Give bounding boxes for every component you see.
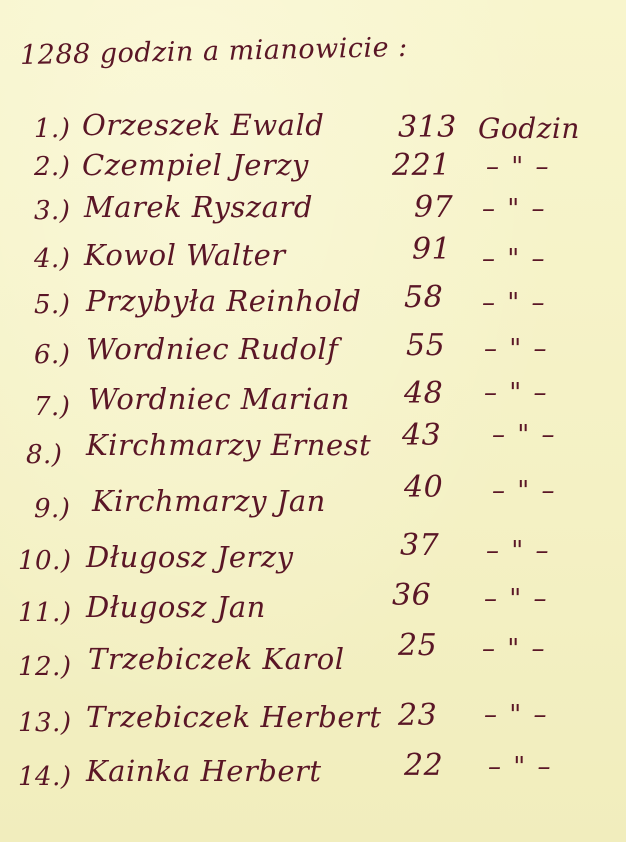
entry-hours: 97 <box>414 190 454 225</box>
entry-name: Długosz Jerzy <box>86 540 294 574</box>
entry-number: 7.) <box>34 392 71 422</box>
entry-number: 12.) <box>18 652 72 682</box>
entry-number: 1.) <box>34 114 71 144</box>
entry-hours: 55 <box>406 328 446 363</box>
entry-hours: 36 <box>392 578 432 613</box>
entry-number: 2.) <box>34 152 71 182</box>
entry-hours: 313 <box>398 110 457 145</box>
entry-hours: 48 <box>404 376 444 411</box>
entry-number: 11.) <box>18 598 72 628</box>
ditto-mark: – " – <box>484 378 549 408</box>
entry-hours: 221 <box>392 148 451 183</box>
ditto-mark: – " – <box>484 334 549 364</box>
hours-unit-label: Godzin <box>478 112 580 145</box>
entry-number: 9.) <box>34 494 71 524</box>
ditto-mark: – " – <box>482 634 547 664</box>
entry-name: Wordniec Marian <box>88 382 350 416</box>
ditto-mark: – " – <box>482 194 547 224</box>
ditto-mark: – " – <box>482 288 547 318</box>
entry-hours: 23 <box>398 698 438 733</box>
entry-name: Trzebiczek Karol <box>88 642 345 676</box>
ditto-mark: – " – <box>488 752 553 782</box>
entry-hours: 40 <box>404 470 444 505</box>
ditto-mark: – " – <box>486 536 551 566</box>
entry-hours: 22 <box>404 748 444 783</box>
entry-name: Kainka Herbert <box>86 754 322 788</box>
entry-hours: 37 <box>400 528 440 563</box>
ditto-mark: – " – <box>492 476 557 506</box>
ditto-mark: – " – <box>484 700 549 730</box>
entry-hours: 43 <box>402 418 442 453</box>
entry-number: 4.) <box>34 244 71 274</box>
entry-name: Wordniec Rudolf <box>86 332 339 366</box>
entry-name: Czempiel Jerzy <box>82 148 309 182</box>
entry-hours: 91 <box>412 232 452 267</box>
entry-number: 10.) <box>18 546 72 576</box>
entry-number: 3.) <box>34 196 71 226</box>
entry-number: 14.) <box>18 762 72 792</box>
entry-number: 8.) <box>26 440 63 470</box>
entry-name: Długosz Jan <box>86 590 266 624</box>
entry-name: Orzeszek Ewald <box>82 108 325 142</box>
entry-name: Przybyła Reinhold <box>86 284 362 318</box>
entry-name: Kirchmarzy Jan <box>92 484 326 518</box>
ditto-mark: – " – <box>486 152 551 182</box>
entry-name: Trzebiczek Herbert <box>86 700 382 734</box>
page-title: 1288 godzin a mianowicie : <box>19 31 409 72</box>
entry-hours: 25 <box>398 628 438 663</box>
ditto-mark: – " – <box>482 244 547 274</box>
entry-number: 5.) <box>34 290 71 320</box>
entry-hours: 58 <box>404 280 444 315</box>
entry-number: 13.) <box>18 708 72 738</box>
entry-number: 6.) <box>34 340 71 370</box>
ditto-mark: – " – <box>484 584 549 614</box>
entry-name: Kowol Walter <box>84 238 286 272</box>
entry-name: Marek Ryszard <box>84 190 313 224</box>
ditto-mark: – " – <box>492 420 557 450</box>
entry-name: Kirchmarzy Ernest <box>86 428 372 462</box>
